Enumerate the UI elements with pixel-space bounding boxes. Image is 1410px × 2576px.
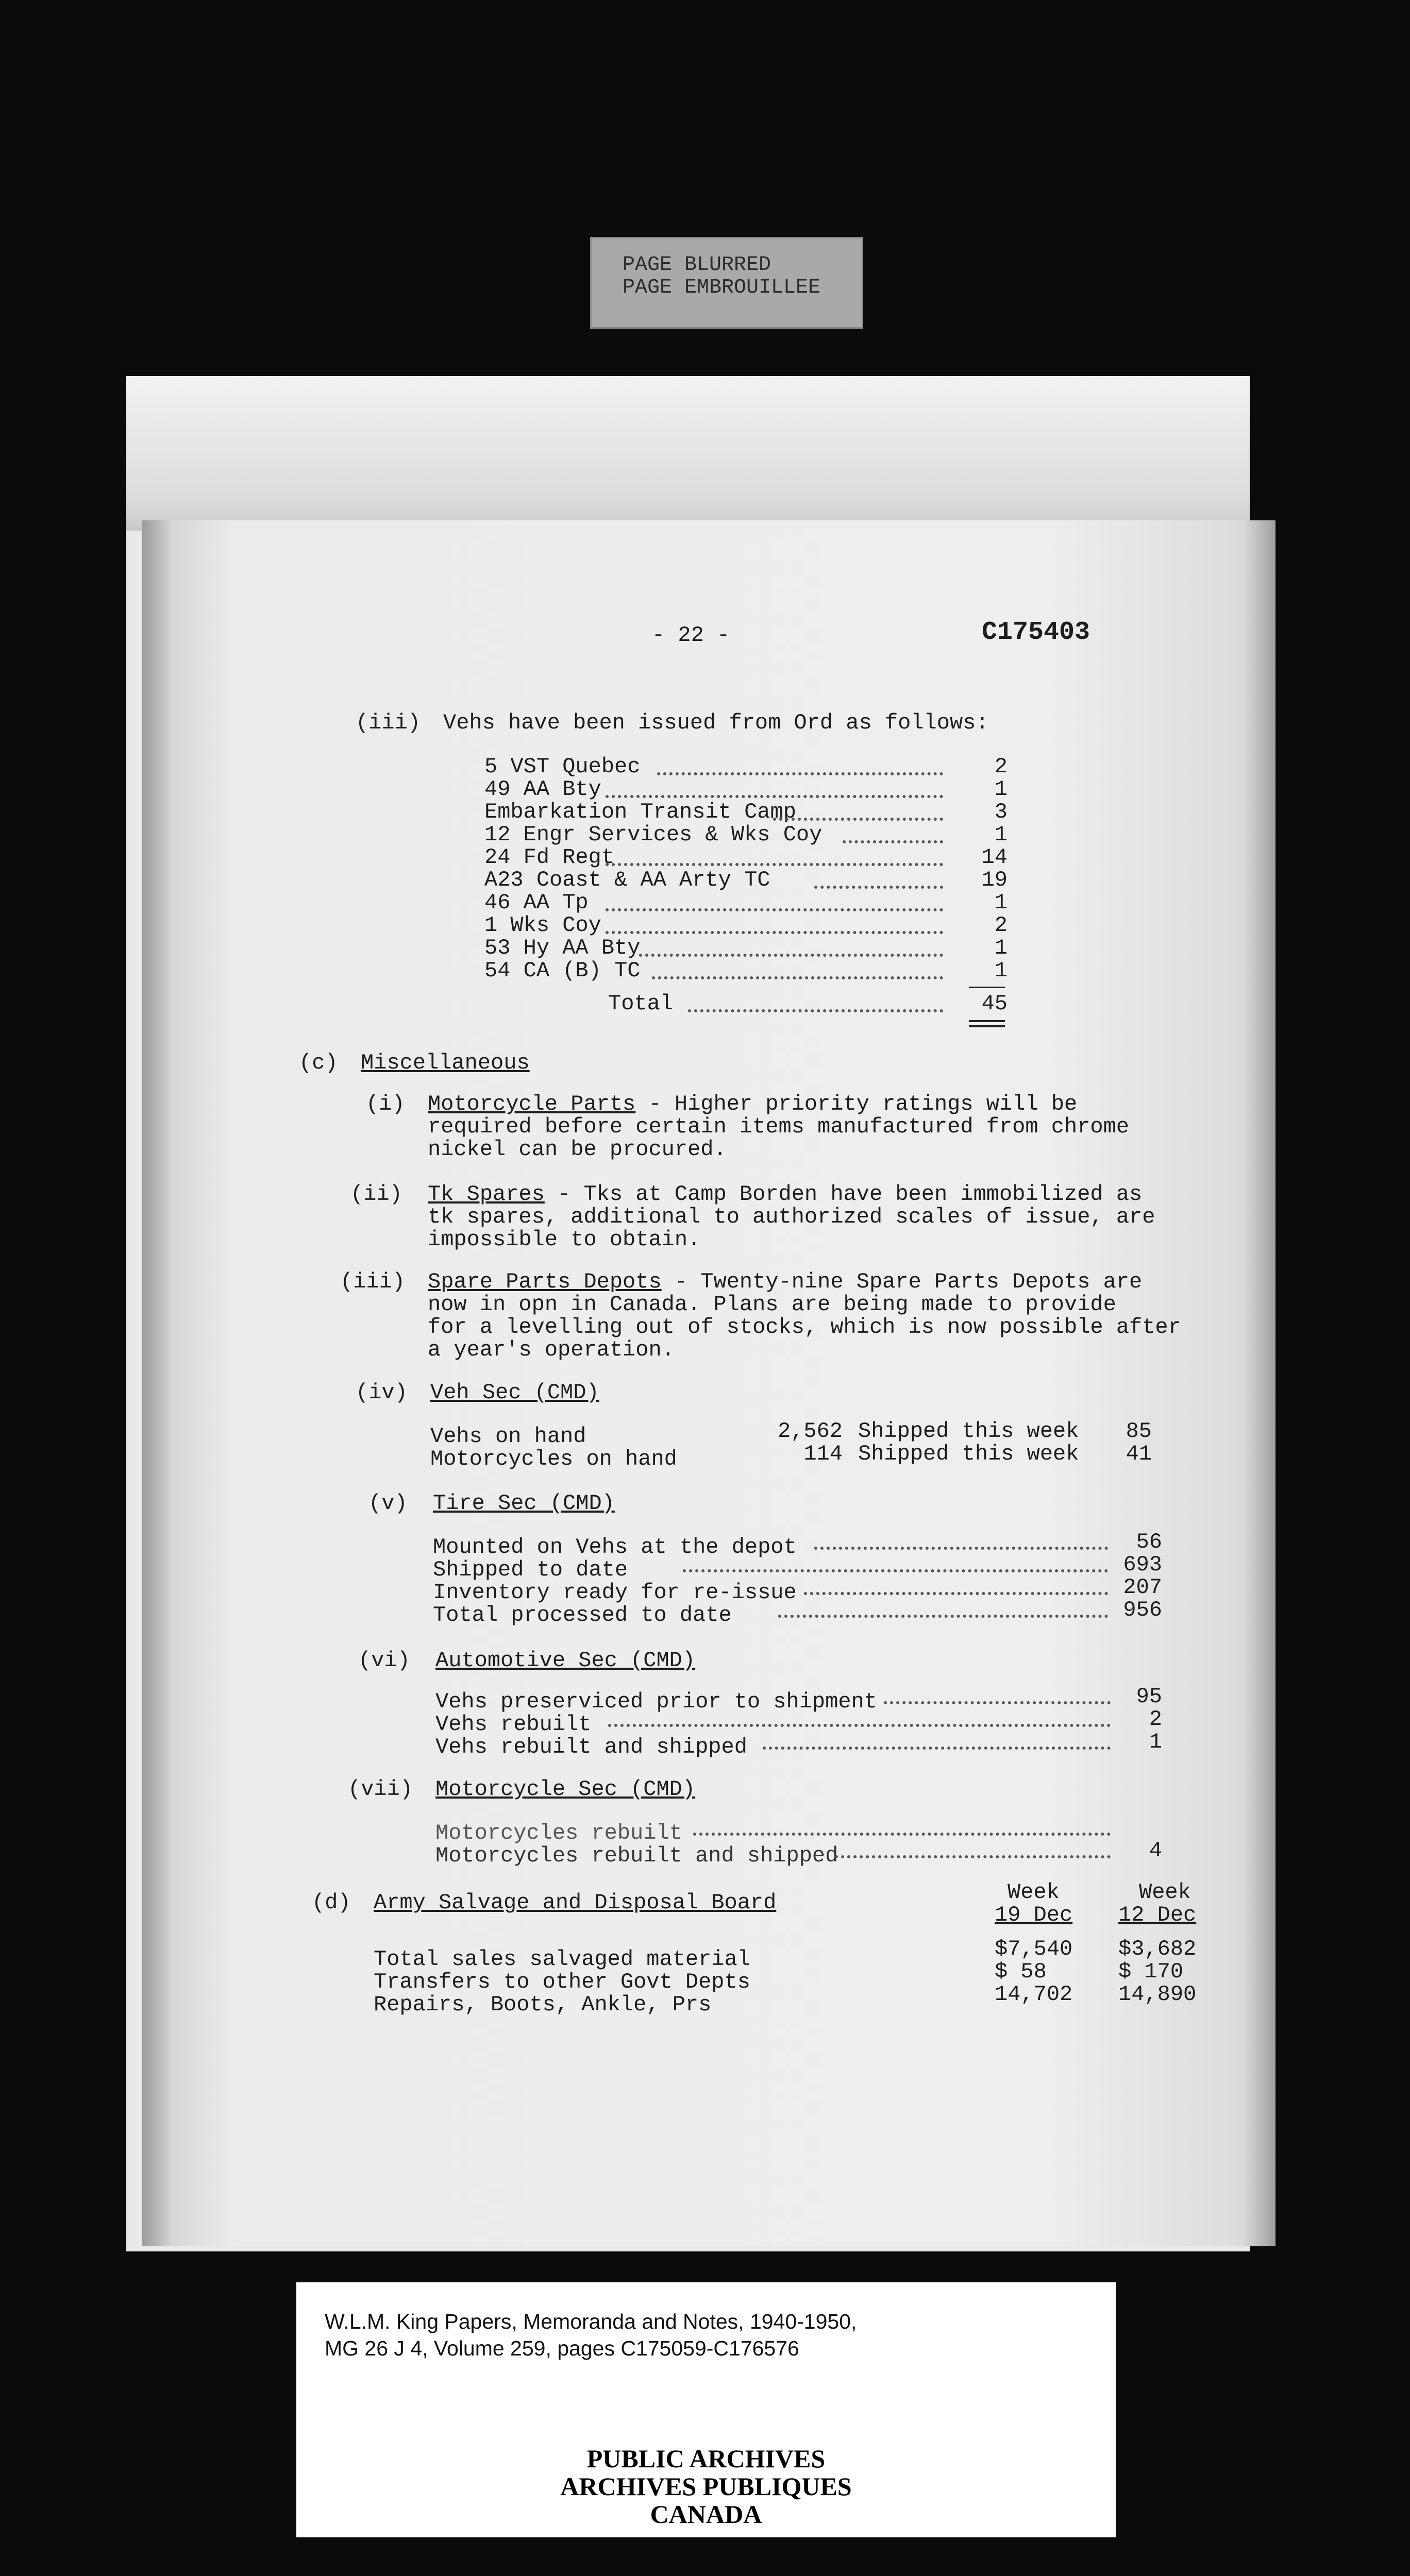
- salvage-value-wk19: $7,540: [995, 1937, 1073, 1961]
- misc-ii-numeral: (ii): [350, 1182, 402, 1207]
- salvage-value-wk19: 14,702: [995, 1982, 1073, 2007]
- issue-qty: 1: [994, 777, 1008, 802]
- leader-dot-line: [693, 1831, 1111, 1836]
- salvage-label: Total sales salvaged material: [374, 1947, 750, 1972]
- page-blurred-tag: [590, 237, 863, 329]
- issue-unit: 54 CA (B) TC: [484, 958, 641, 983]
- misc-heading: Miscellaneous: [361, 1050, 530, 1075]
- misc-iii-text: - Twenty-nine Spare Parts Depots are: [661, 1269, 1143, 1294]
- misc-iii-numeral: (iii): [340, 1269, 406, 1294]
- issue-unit: 5 VST Quebec: [484, 754, 641, 779]
- leader-dot-line: [608, 1722, 1111, 1727]
- misc-iv-title: Veh Sec (CMD): [430, 1380, 599, 1405]
- misc-i-title: Motorcycle Parts: [428, 1092, 636, 1116]
- issue-qty: 2: [994, 913, 1008, 938]
- sheet-fold: [126, 376, 1250, 531]
- issue-qty: 1: [994, 936, 1008, 960]
- leader-dot-line: [835, 1853, 1111, 1858]
- caption-line-1: W.L.M. King Papers, Memoranda and Notes, 1940-1950,: [325, 2310, 857, 2333]
- salvage-col2-head: Week: [1139, 1880, 1191, 1905]
- salvage-col2-date: 12 Dec: [1118, 1903, 1197, 1927]
- salvage-label: Repairs, Boots, Ankle, Prs: [374, 1992, 712, 2017]
- misc-letter: (c): [299, 1050, 338, 1075]
- issue-qty: 1: [994, 822, 1008, 847]
- issue-unit: 46 AA Tp: [484, 890, 589, 915]
- auto-value: 95: [1136, 1684, 1162, 1709]
- issue-unit: 24 Fd Regt: [484, 845, 615, 870]
- veh-value: 2,562: [777, 1419, 843, 1444]
- leader-dot-line: [606, 793, 943, 798]
- leader-dot-line: [606, 906, 943, 911]
- tire-label: Total processed to date: [433, 1603, 732, 1628]
- issue-unit: A23 Coast & AA Arty TC: [484, 868, 770, 892]
- tire-label: Mounted on Vehs at the depot: [433, 1535, 797, 1560]
- misc-iii-text: now in opn in Canada. Plans are being made to provide: [428, 1292, 1116, 1317]
- issue-qty: 14: [981, 845, 1008, 870]
- veh-shipped-label: Shipped this week: [858, 1442, 1079, 1466]
- tire-label: Inventory ready for re-issue: [433, 1580, 797, 1605]
- leader-dot-line: [814, 884, 943, 889]
- leader-dot-line: [606, 929, 943, 934]
- veh-label: Vehs on hand: [430, 1424, 586, 1449]
- misc-vi-numeral: (vi): [358, 1648, 410, 1673]
- leader-dot-line: [804, 1590, 1108, 1595]
- moto-label: Motorcycles rebuilt and shipped: [435, 1843, 838, 1868]
- veh-shipped-value: 85: [1126, 1419, 1152, 1444]
- salvage-col1-head: Week: [1008, 1880, 1060, 1905]
- issue-unit: 53 Hy AA Bty: [484, 936, 641, 960]
- misc-i-numeral: (i): [366, 1092, 405, 1116]
- issue-total-value: 45: [981, 991, 1008, 1016]
- veh-shipped-value: 41: [1126, 1442, 1152, 1466]
- issue-unit: 1 Wks Coy: [484, 913, 601, 938]
- issue-unit: Embarkation Transit Camp: [484, 800, 796, 824]
- section-iii-numeral: (iii): [356, 710, 421, 735]
- auto-label: Vehs preserviced prior to shipment: [435, 1689, 877, 1714]
- issue-qty: 19: [981, 868, 1008, 892]
- issue-qty: 2: [994, 754, 1008, 779]
- archives-line-2: ARCHIVES PUBLIQUES: [560, 2472, 852, 2501]
- misc-vii-numeral: (vii): [348, 1777, 413, 1802]
- tire-value: 956: [1123, 1598, 1162, 1622]
- salvage-letter: (d): [312, 1890, 351, 1915]
- salvage-title: Army Salvage and Disposal Board: [374, 1890, 777, 1915]
- veh-shipped-label: Shipped this week: [858, 1419, 1079, 1444]
- leader-dot-line: [763, 1744, 1111, 1750]
- leader-dot-line: [652, 974, 943, 979]
- salvage-col1-date: 19 Dec: [995, 1903, 1073, 1927]
- auto-value: 1: [1149, 1730, 1162, 1754]
- misc-v-numeral: (v): [368, 1491, 408, 1516]
- misc-iii-text: a year's operation.: [428, 1337, 675, 1362]
- document-page: [142, 520, 1275, 2246]
- tire-label: Shipped to date: [433, 1557, 628, 1582]
- leader-dot-line: [884, 1699, 1111, 1704]
- document-id: C175403: [982, 618, 1090, 647]
- leader-dot-line: [773, 816, 943, 821]
- caption-line-2: MG 26 J 4, Volume 259, pages C175059-C176576: [325, 2336, 799, 2360]
- moto-value: 4: [1149, 1838, 1162, 1863]
- tire-value: 693: [1123, 1552, 1162, 1577]
- leader-dot-line: [688, 1007, 943, 1012]
- salvage-value-wk12: $3,682: [1118, 1937, 1197, 1961]
- issue-total-label: Total: [608, 991, 674, 1016]
- issue-qty: 3: [994, 800, 1008, 824]
- archives-line-1: PUBLIC ARCHIVES: [586, 2444, 826, 2473]
- auto-label: Vehs rebuilt and shipped: [435, 1735, 747, 1759]
- misc-ii-text: tk spares, additional to authorized scales of issue, are: [428, 1205, 1155, 1229]
- misc-i-text: - Higher priority ratings will be: [635, 1092, 1078, 1116]
- auto-label: Vehs rebuilt: [435, 1712, 592, 1737]
- misc-vi-title: Automotive Sec (CMD): [435, 1648, 696, 1673]
- total-rule: [969, 987, 1005, 988]
- archives-stamp: [296, 2445, 1116, 2537]
- misc-iii-title: Spare Parts Depots: [428, 1269, 662, 1294]
- misc-iv-numeral: (iv): [356, 1380, 408, 1405]
- leader-dot-line: [843, 838, 943, 843]
- leader-dot-line: [814, 1545, 1108, 1550]
- misc-i-text: nickel can be procured.: [428, 1137, 727, 1162]
- salvage-value-wk12: 14,890: [1118, 1982, 1197, 2007]
- misc-i-text: required before certain items manufactured from chrome: [428, 1114, 1130, 1139]
- issue-qty: 1: [994, 958, 1008, 983]
- salvage-label: Transfers to other Govt Depts: [374, 1970, 750, 1994]
- misc-ii-title: Tk Spares: [428, 1182, 545, 1207]
- archives-line-3: CANADA: [650, 2500, 762, 2529]
- misc-ii-text: - Tks at Camp Borden have been immobilized as: [544, 1182, 1143, 1207]
- archive-caption: [296, 2282, 1116, 2445]
- misc-v-title: Tire Sec (CMD): [433, 1491, 615, 1516]
- total-double-rule: [969, 1020, 1005, 1027]
- salvage-value-wk19: $ 58: [995, 1959, 1047, 1984]
- leader-dot-line: [657, 770, 943, 775]
- veh-label: Motorcycles on hand: [430, 1447, 677, 1471]
- issue-unit: 49 AA Bty: [484, 777, 601, 802]
- salvage-value-wk12: $ 170: [1118, 1959, 1184, 1984]
- issue-qty: 1: [994, 890, 1008, 915]
- misc-iii-text: for a levelling out of stocks, which is now possible after: [428, 1315, 1181, 1340]
- tag-line-1: PAGE BLURRED: [623, 253, 771, 277]
- issue-unit: 12 Engr Services & Wks Coy: [484, 822, 822, 847]
- page-number: - 22 -: [652, 623, 730, 648]
- leader-dot-line: [606, 861, 943, 866]
- tire-value: 207: [1123, 1575, 1162, 1600]
- auto-value: 2: [1149, 1707, 1162, 1732]
- moto-label: Motorcycles rebuilt: [435, 1821, 682, 1845]
- leader-dot-line: [639, 952, 943, 957]
- leader-dot-line: [683, 1567, 1108, 1572]
- leader-dot-line: [778, 1613, 1108, 1618]
- misc-ii-text: impossible to obtain.: [428, 1227, 701, 1252]
- veh-value: 114: [803, 1442, 843, 1466]
- section-iii-heading: Vehs have been issued from Ord as follows:: [443, 710, 989, 735]
- tag-line-2: PAGE EMBROUILLEE: [623, 276, 821, 299]
- misc-vii-title: Motorcycle Sec (CMD): [435, 1777, 696, 1802]
- tire-value: 56: [1136, 1530, 1162, 1554]
